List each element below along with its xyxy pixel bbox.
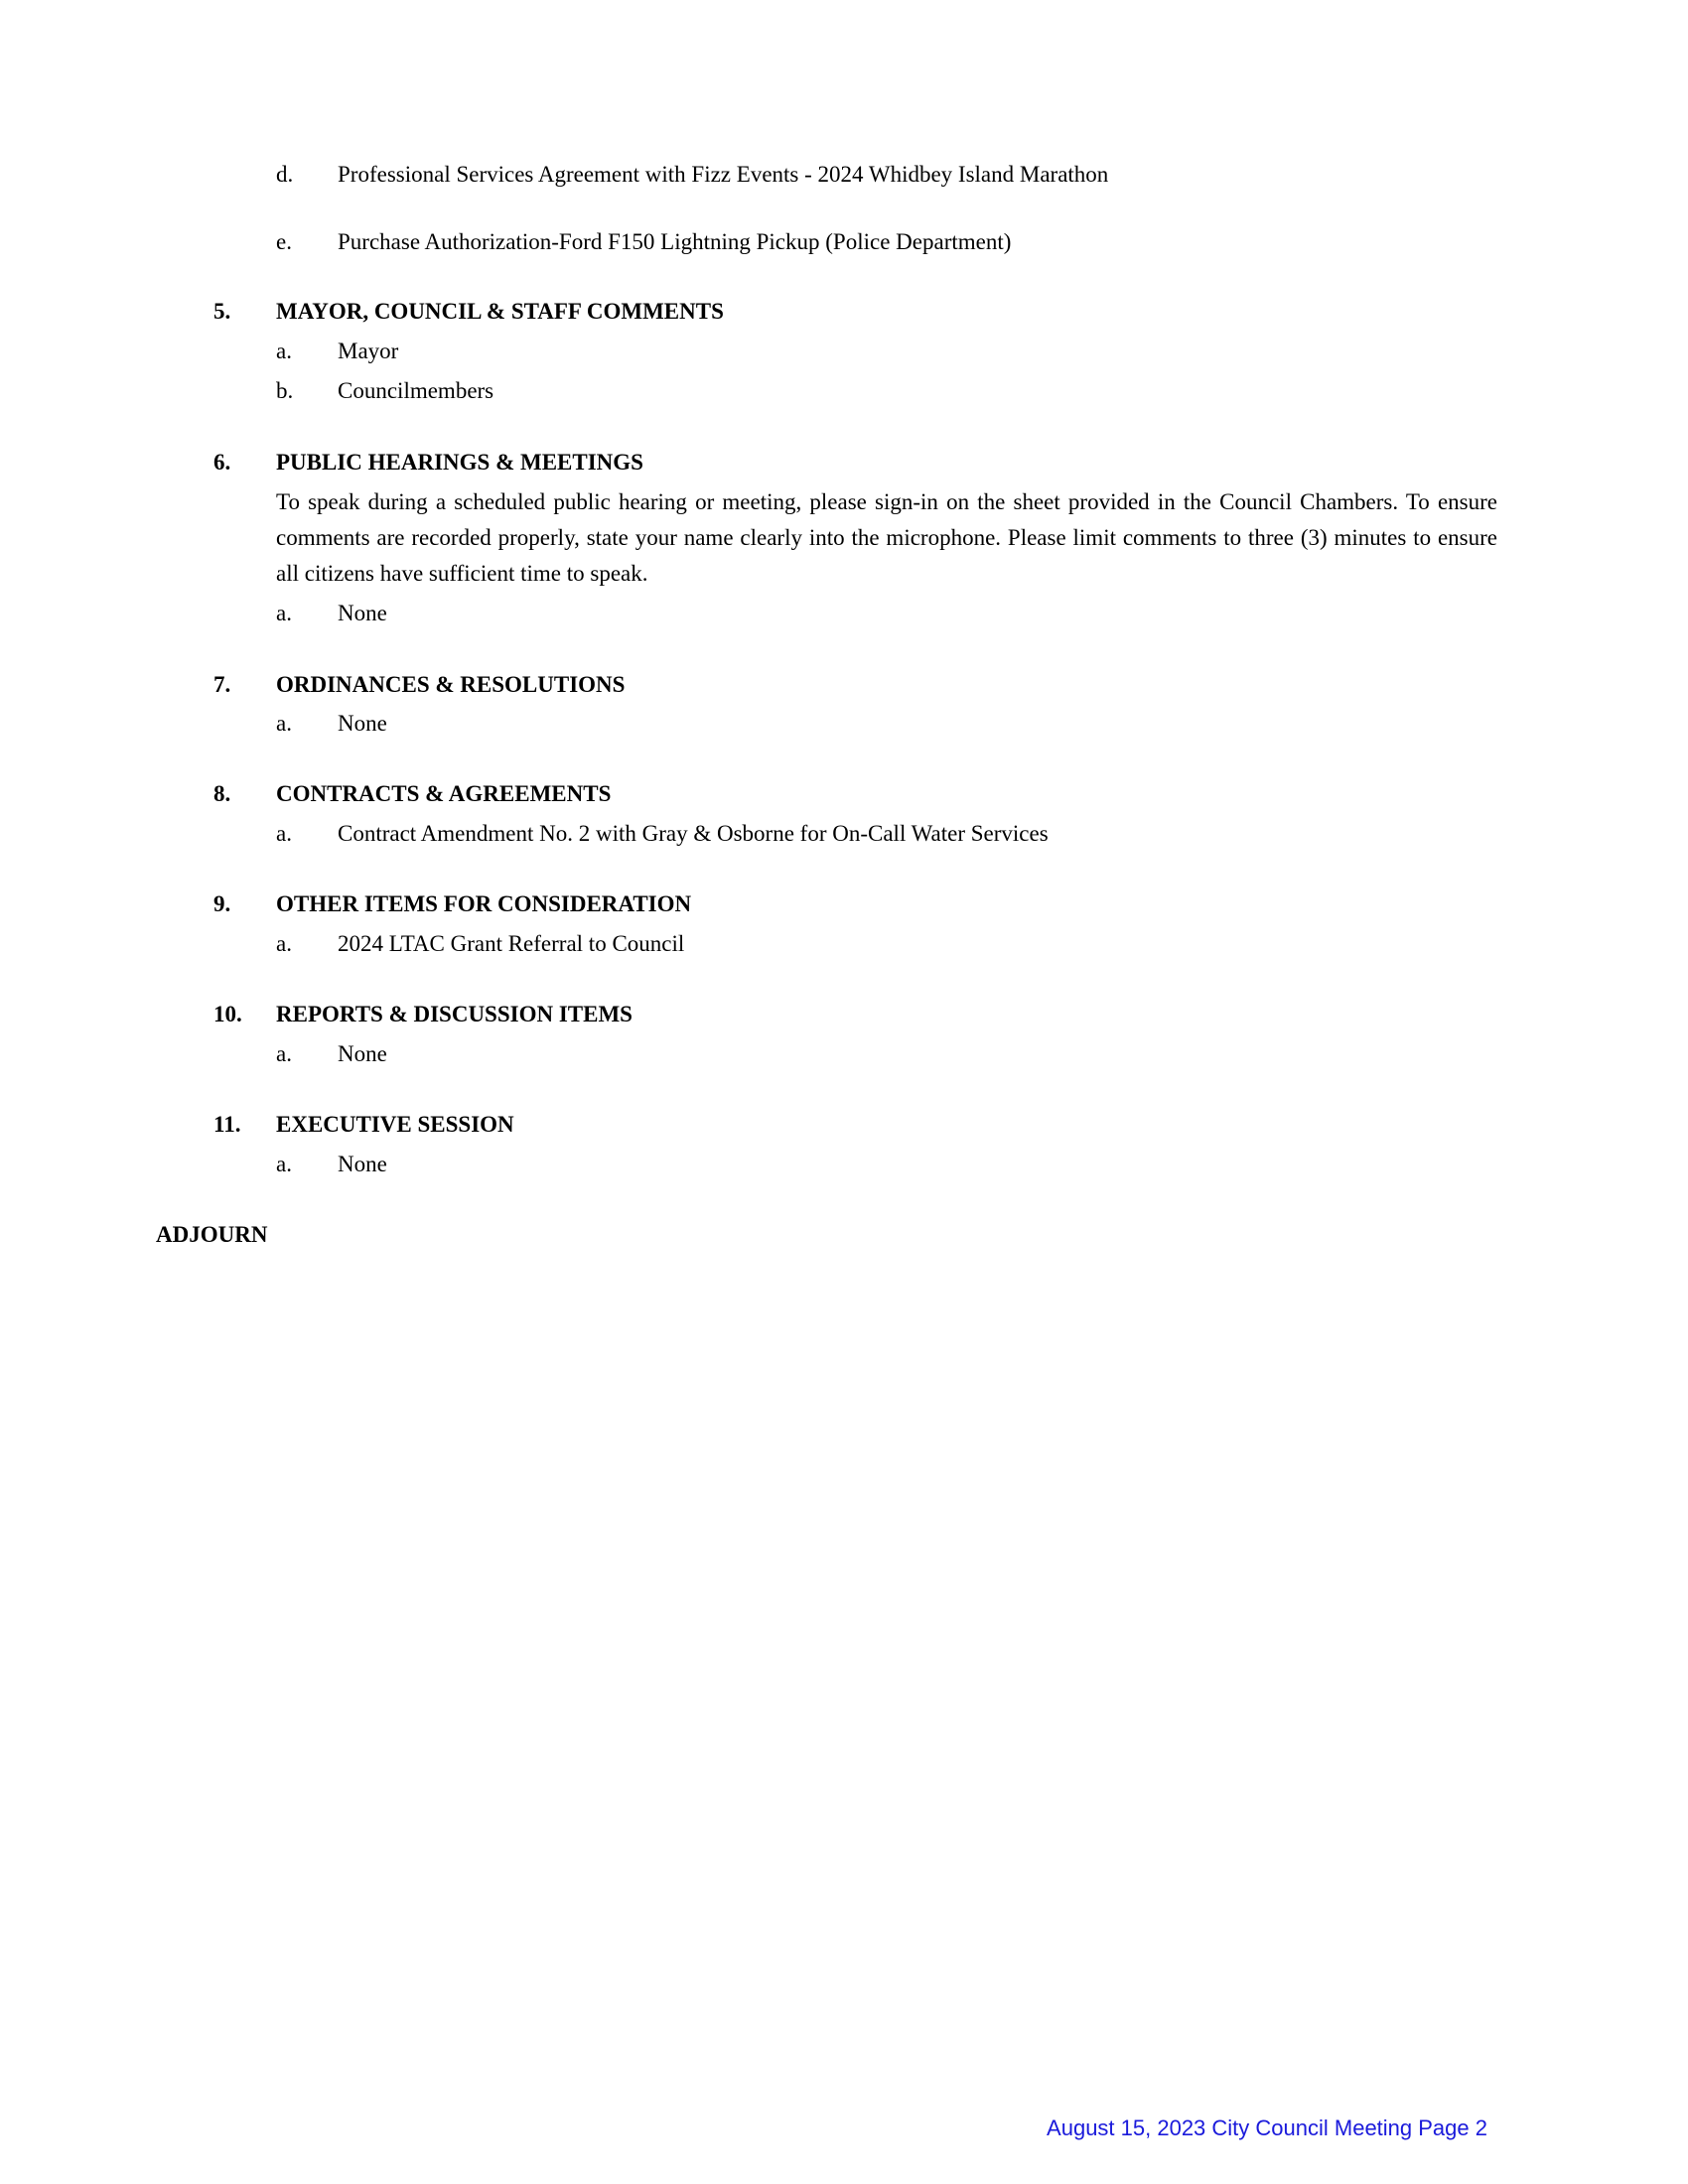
section-title-reports: REPORTS & DISCUSSION ITEMS	[276, 1002, 633, 1026]
section-number: 8.	[213, 781, 231, 806]
section-number: 7.	[213, 672, 231, 697]
item-letter: b.	[276, 378, 294, 403]
item-text-none: None	[338, 1041, 387, 1066]
item-text-contract-amendment: Contract Amendment No. 2 with Gray & Osborne for On-Call Water Services	[338, 821, 1049, 846]
section-number: 6.	[213, 450, 231, 475]
public-hearing-instructions: To speak during a scheduled public hearing or meeting, please sign-in on the sheet provided in the Council Chambers. To ensure comments are recorded properly, state your name clearly into the microphone. Please limit comments to three (3) minutes to ensure all citizens have sufficient time to speak.	[276, 489, 1497, 586]
item-text-none: None	[338, 1152, 387, 1176]
section-number: 9.	[213, 891, 231, 916]
item-letter: a.	[276, 1152, 292, 1176]
section-title-mayor-council-staff: MAYOR, COUNCIL & STAFF COMMENTS	[276, 299, 724, 324]
section-number: 10.	[213, 1002, 242, 1026]
item-text-fizz-events-agreement: Professional Services Agreement with Fizz Events - 2024 Whidbey Island Marathon	[338, 162, 1109, 187]
item-letter: a.	[276, 711, 292, 736]
item-letter: a.	[276, 931, 292, 956]
item-letter: a.	[276, 601, 292, 625]
item-text-ford-f150-purchase: Purchase Authorization-Ford F150 Lightning Pickup (Police Department)	[338, 229, 1012, 254]
item-text-none: None	[338, 711, 387, 736]
item-text-ltac-grant: 2024 LTAC Grant Referral to Council	[338, 931, 685, 956]
section-title-ordinances: ORDINANCES & RESOLUTIONS	[276, 672, 626, 697]
section-number: 11.	[213, 1112, 241, 1137]
item-text-none: None	[338, 601, 387, 625]
item-letter: a.	[276, 1041, 292, 1066]
item-letter: d.	[276, 162, 294, 187]
section-title-other-items: OTHER ITEMS FOR CONSIDERATION	[276, 891, 692, 916]
section-number: 5.	[213, 299, 231, 324]
item-letter: a.	[276, 821, 292, 846]
item-text-mayor: Mayor	[338, 339, 399, 363]
adjourn-heading: ADJOURN	[156, 1222, 268, 1247]
section-title-executive-session: EXECUTIVE SESSION	[276, 1112, 514, 1137]
page-footer: August 15, 2023 City Council Meeting Page 2	[1047, 2116, 1487, 2140]
item-text-councilmembers: Councilmembers	[338, 378, 494, 403]
section-title-contracts: CONTRACTS & AGREEMENTS	[276, 781, 612, 806]
item-letter: a.	[276, 339, 292, 363]
item-letter: e.	[276, 229, 292, 254]
section-title-public-hearings: PUBLIC HEARINGS & MEETINGS	[276, 450, 643, 475]
